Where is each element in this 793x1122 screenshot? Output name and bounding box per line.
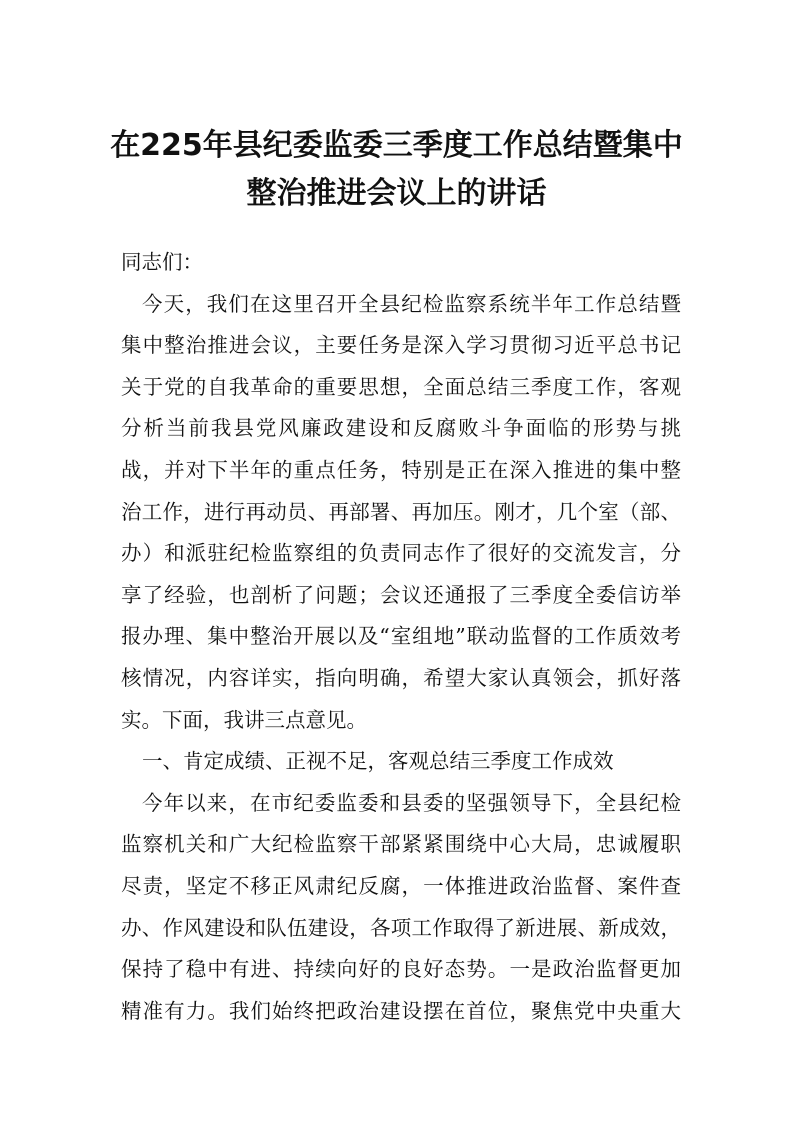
body-line: 分析当前我县党风廉政建设和反腐败斗争面临的形势与挑: [121, 416, 681, 441]
document-title-line-2: 整治推进会议上的讲话: [246, 176, 547, 211]
body-line: 实。下面，我讲三点意见。: [121, 707, 367, 732]
body-line: 今年以来，在市纪委监委和县委的坚强领导下，全县纪检: [142, 790, 681, 815]
body-line: 集中整治推进会议，主要任务是深入学习贯彻习近平总书记: [121, 333, 681, 358]
section-heading: 一、肯定成绩、正视不足，客观总结三季度工作成效: [142, 749, 614, 774]
body-line: 关于党的自我革命的重要思想，全面总结三季度工作，客观: [121, 374, 681, 399]
body-line: 治工作，进行再动员、再部署、再加压。刚才，几个室（部、: [121, 499, 681, 524]
body-line: 战，并对下半年的重点任务，特别是正在深入推进的集中整: [121, 457, 681, 482]
body-line: 报办理、集中整治开展以及“室组地”联动监督的工作质效考: [121, 624, 681, 649]
body-line: 享了经验，也剖析了问题；会议还通报了三季度全委信访举: [121, 582, 681, 607]
body-line: 精准有力。我们始终把政治建设摆在首位，聚焦党中央重大: [121, 998, 681, 1023]
body-line: 办、作风建设和队伍建设，各项工作取得了新进展、新成效，: [121, 915, 681, 940]
body-line: 尽责，坚定不移正风肃纪反腐，一体推进政治监督、案件查: [121, 873, 681, 898]
document-title-line-1: 在225年县纪委监委三季度工作总结暨集中: [110, 128, 683, 163]
salutation: 同志们：: [121, 250, 203, 274]
document-body: [121, 242, 681, 1032]
body-line: 保持了稳中有进、持续向好的良好态势。一是政治监督更加: [121, 957, 681, 982]
body-line: 核情况，内容详实，指向明确，希望大家认真领会，抓好落: [121, 665, 681, 690]
body-line: 办）和派驻纪检监察组的负责同志作了很好的交流发言，分: [121, 541, 681, 566]
body-line: 监察机关和广大纪检监察干部紧紧围绕中心大局，忠诚履职: [121, 832, 681, 857]
body-line: 今天，我们在这里召开全县纪检监察系统半年工作总结暨: [142, 291, 681, 316]
